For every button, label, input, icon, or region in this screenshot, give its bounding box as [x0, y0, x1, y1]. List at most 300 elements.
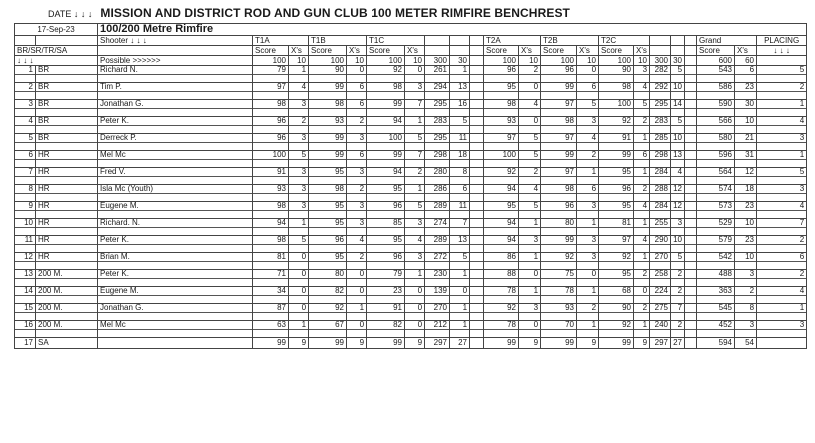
score-value: 1 — [347, 304, 367, 321]
score-value: 2 — [634, 304, 650, 321]
score-value: 4 — [519, 100, 541, 117]
table-row — [15, 117, 807, 134]
score-value: 98 — [253, 236, 289, 253]
gap-cell — [685, 253, 697, 270]
score-value: 3 — [289, 168, 309, 185]
row-number: 3 — [15, 100, 36, 117]
score-value: 275 — [650, 304, 671, 321]
score-value: 573 — [697, 202, 735, 219]
score-value: 1 — [577, 287, 599, 304]
score-value: 10 — [671, 83, 685, 100]
score-value: 98 — [367, 83, 405, 100]
date-label: DATE ↓ ↓ ↓ — [48, 9, 93, 19]
gap-cell — [685, 270, 697, 287]
score-value: 4 — [577, 134, 599, 151]
score-value: 4 — [347, 236, 367, 253]
score-value: 3 — [289, 185, 309, 202]
possible-value: 10 — [519, 56, 541, 66]
score-label: Score — [367, 46, 405, 56]
score-value: 92 — [599, 321, 634, 338]
gap-cell — [470, 321, 484, 338]
header-blank — [450, 46, 470, 56]
placing-value: 3 — [757, 185, 807, 202]
group-t2c: T2C — [599, 36, 650, 46]
score-value: 99 — [541, 236, 577, 253]
page-title: MISSION AND DISTRICT ROD AND GUN CLUB 100 METER RIMFIRE BENCHREST — [100, 6, 570, 20]
gap-cell — [685, 66, 697, 83]
event-name: 100/200 Metre Rimfire — [98, 24, 807, 36]
class-cell: 200 M. — [36, 304, 98, 321]
shooter-name: Mel Mc — [98, 151, 253, 168]
header-blank — [671, 36, 685, 46]
table-row — [15, 151, 807, 168]
score-value: 92 — [484, 168, 519, 185]
score-value: 139 — [425, 287, 450, 304]
possible-value: 10 — [289, 56, 309, 66]
score-value: 92 — [367, 66, 405, 83]
score-value: 96 — [367, 253, 405, 270]
score-value: 4 — [634, 83, 650, 100]
score-value: 8 — [450, 168, 470, 185]
score-value: 543 — [697, 66, 735, 83]
score-value: 258 — [650, 270, 671, 287]
score-value: 0 — [405, 304, 425, 321]
shooter-header: Shooter ↓ ↓ ↓ — [98, 36, 253, 46]
score-value: 1 — [405, 270, 425, 287]
score-value: 0 — [405, 287, 425, 304]
row-number: 5 — [15, 134, 36, 151]
score-value: 99 — [309, 134, 347, 151]
score-value: 6 — [577, 83, 599, 100]
score-value: 2 — [519, 168, 541, 185]
score-value: 1 — [450, 66, 470, 83]
shooter-name: Isla Mc (Youth) — [98, 185, 253, 202]
possible-value: 100 — [367, 56, 405, 66]
table-row — [15, 168, 807, 185]
class-cell: 200 M. — [36, 287, 98, 304]
gap-cell — [685, 202, 697, 219]
score-value: 94 — [484, 219, 519, 236]
score-value: 78 — [541, 287, 577, 304]
placing-value: 4 — [757, 287, 807, 304]
placing-value: 5 — [757, 168, 807, 185]
score-value: 92 — [599, 117, 634, 134]
score-value: 1 — [405, 117, 425, 134]
score-value: 580 — [697, 134, 735, 151]
class-cell: 200 M. — [36, 321, 98, 338]
score-value: 12 — [671, 202, 685, 219]
score-value: 545 — [697, 304, 735, 321]
gap-cell — [470, 270, 484, 287]
gap-cell — [685, 56, 697, 66]
xs-label: X's — [405, 46, 425, 56]
gap-cell — [470, 202, 484, 219]
gap-cell — [685, 287, 697, 304]
score-value: 3 — [735, 270, 757, 287]
shooter-name: Jonathan G. — [98, 100, 253, 117]
score-value: 2 — [634, 270, 650, 287]
score-value: 97 — [253, 83, 289, 100]
score-value: 79 — [367, 270, 405, 287]
score-value: 4 — [405, 236, 425, 253]
score-value: 94 — [253, 219, 289, 236]
score-value: 574 — [697, 185, 735, 202]
possible-row — [15, 56, 807, 66]
score-value: 224 — [650, 287, 671, 304]
score-value: 34 — [253, 287, 289, 304]
score-value: 586 — [697, 83, 735, 100]
score-value: 98 — [484, 100, 519, 117]
score-value: 283 — [650, 117, 671, 134]
score-value: 96 — [253, 134, 289, 151]
score-value: 9 — [405, 338, 425, 349]
score-value: 295 — [650, 100, 671, 117]
score-value: 99 — [599, 338, 634, 349]
score-value: 3 — [405, 253, 425, 270]
score-value: 283 — [425, 117, 450, 134]
class-cell: HR — [36, 185, 98, 202]
shooter-name: Derreck P. — [98, 134, 253, 151]
score-value: 95 — [599, 202, 634, 219]
score-value: 0 — [577, 66, 599, 83]
gap-cell — [470, 66, 484, 83]
class-cell: BR — [36, 117, 98, 134]
score-value: 1 — [577, 321, 599, 338]
table-row — [15, 83, 807, 100]
placing-value: 2 — [757, 83, 807, 100]
score-value: 6 — [735, 66, 757, 83]
gap-cell — [470, 151, 484, 168]
score-value: 1 — [519, 287, 541, 304]
score-value: 100 — [599, 100, 634, 117]
class-cell: BR — [36, 83, 98, 100]
score-value: 0 — [634, 287, 650, 304]
score-value: 6 — [634, 151, 650, 168]
possible-value: 100 — [253, 56, 289, 66]
header-blank — [650, 46, 671, 56]
score-value: 0 — [519, 117, 541, 134]
score-value: 82 — [367, 321, 405, 338]
class-cell: HR — [36, 253, 98, 270]
score-value: 2 — [347, 185, 367, 202]
score-value: 96 — [309, 236, 347, 253]
score-value: 9 — [347, 338, 367, 349]
header-blank — [36, 36, 98, 46]
score-value: 1 — [450, 321, 470, 338]
header-row-groups — [15, 36, 807, 46]
score-value: 2 — [634, 185, 650, 202]
score-value: 9 — [519, 338, 541, 349]
score-value: 2 — [347, 253, 367, 270]
header-blank — [671, 46, 685, 56]
placing-value: 3 — [757, 134, 807, 151]
score-value: 6 — [347, 100, 367, 117]
score-value: 3 — [289, 100, 309, 117]
xs-label: X's — [289, 46, 309, 56]
score-value: 290 — [650, 236, 671, 253]
score-value: 4 — [519, 185, 541, 202]
score-value: 10 — [671, 236, 685, 253]
score-value: 95 — [484, 83, 519, 100]
score-value: 0 — [577, 270, 599, 287]
score-value: 285 — [650, 134, 671, 151]
score-value: 70 — [541, 321, 577, 338]
score-value: 2 — [519, 66, 541, 83]
score-value: 97 — [541, 134, 577, 151]
score-value: 0 — [289, 253, 309, 270]
score-value: 1 — [634, 253, 650, 270]
score-value: 542 — [697, 253, 735, 270]
score-value: 7 — [671, 304, 685, 321]
score-value: 0 — [519, 83, 541, 100]
score-value: 97 — [541, 100, 577, 117]
shooter-name: Richard N. — [98, 66, 253, 83]
row-number: 11 — [15, 236, 36, 253]
score-value: 95 — [309, 202, 347, 219]
possible-value: 600 — [697, 56, 735, 66]
score-value: 91 — [253, 168, 289, 185]
score-value: 452 — [697, 321, 735, 338]
score-value: 0 — [519, 321, 541, 338]
score-value: 14 — [671, 100, 685, 117]
score-value: 27 — [450, 338, 470, 349]
group-t1a: T1A — [253, 36, 309, 46]
score-value: 90 — [599, 66, 634, 83]
score-table — [14, 23, 807, 349]
group-t1c: T1C — [367, 36, 425, 46]
gap-cell — [470, 168, 484, 185]
score-value: 1 — [519, 253, 541, 270]
score-label: Score — [541, 46, 577, 56]
header-gap — [685, 46, 697, 56]
score-value: 529 — [697, 219, 735, 236]
header-row-score — [15, 46, 807, 56]
gap-cell — [685, 83, 697, 100]
score-value: 5 — [671, 253, 685, 270]
score-value: 95 — [367, 185, 405, 202]
header-blank — [650, 36, 671, 46]
score-value: 93 — [253, 185, 289, 202]
score-value: 596 — [697, 151, 735, 168]
row-number: 10 — [15, 219, 36, 236]
score-value: 295 — [425, 100, 450, 117]
score-value: 1 — [450, 304, 470, 321]
score-value: 10 — [735, 117, 757, 134]
score-value: 3 — [634, 66, 650, 83]
table-row — [15, 219, 807, 236]
score-value: 100 — [253, 151, 289, 168]
score-value: 81 — [253, 253, 289, 270]
score-value: 5 — [289, 236, 309, 253]
score-value: 292 — [650, 83, 671, 100]
score-value: 0 — [347, 321, 367, 338]
score-value: 284 — [650, 202, 671, 219]
score-value: 5 — [405, 134, 425, 151]
score-value: 1 — [577, 168, 599, 185]
score-value: 21 — [735, 134, 757, 151]
shooter-name: Peter K. — [98, 117, 253, 134]
score-value: 2 — [577, 151, 599, 168]
score-value: 255 — [650, 219, 671, 236]
arrows-cell: ↓ ↓ ↓ — [15, 56, 98, 66]
score-value: 1 — [634, 321, 650, 338]
score-value: 0 — [405, 66, 425, 83]
gap-cell — [470, 56, 484, 66]
row-number: 8 — [15, 185, 36, 202]
score-value: 95 — [484, 202, 519, 219]
score-value: 2 — [671, 287, 685, 304]
score-value: 95 — [309, 168, 347, 185]
row-number: 14 — [15, 287, 36, 304]
score-value: 5 — [405, 202, 425, 219]
score-value: 81 — [599, 219, 634, 236]
score-value: 95 — [309, 219, 347, 236]
score-value: 1 — [634, 168, 650, 185]
score-value: 96 — [541, 66, 577, 83]
score-value: 97 — [541, 168, 577, 185]
score-value: 0 — [289, 304, 309, 321]
score-value: 13 — [450, 83, 470, 100]
shooter-name: Fred V. — [98, 168, 253, 185]
possible-value: 300 — [425, 56, 450, 66]
placing-value: 4 — [757, 117, 807, 134]
possible-value: 10 — [405, 56, 425, 66]
gap-cell — [470, 338, 484, 349]
score-value: 579 — [697, 236, 735, 253]
header-row-date — [15, 24, 807, 36]
score-value: 272 — [425, 253, 450, 270]
score-value: 96 — [253, 117, 289, 134]
score-value: 0 — [405, 321, 425, 338]
score-table-body — [15, 24, 807, 349]
score-value: 8 — [735, 304, 757, 321]
score-value: 80 — [541, 219, 577, 236]
score-value: 95 — [599, 168, 634, 185]
xs-label: X's — [735, 46, 757, 56]
score-value: 99 — [309, 83, 347, 100]
score-value: 7 — [450, 219, 470, 236]
score-value: 99 — [309, 338, 347, 349]
score-value: 1 — [289, 321, 309, 338]
score-value: 9 — [577, 338, 599, 349]
score-value: 96 — [367, 202, 405, 219]
possible-value: 300 — [650, 56, 671, 66]
table-row — [15, 100, 807, 117]
row-number: 16 — [15, 321, 36, 338]
score-value: 4 — [634, 202, 650, 219]
score-value: 3 — [289, 134, 309, 151]
score-value: 88 — [484, 270, 519, 287]
score-value: 0 — [347, 287, 367, 304]
score-value: 79 — [253, 66, 289, 83]
table-row — [15, 253, 807, 270]
score-value: 98 — [309, 100, 347, 117]
score-value: 2 — [671, 270, 685, 287]
score-value: 82 — [309, 287, 347, 304]
score-value: 566 — [697, 117, 735, 134]
row-number: 7 — [15, 168, 36, 185]
table-row — [15, 134, 807, 151]
score-value: 98 — [541, 185, 577, 202]
score-value: 12 — [735, 168, 757, 185]
class-cell: SA — [36, 338, 98, 349]
score-value: 99 — [253, 338, 289, 349]
score-value: 99 — [367, 338, 405, 349]
score-value: 13 — [450, 236, 470, 253]
score-value: 3 — [405, 83, 425, 100]
placing-value: 2 — [757, 270, 807, 287]
score-value: 5 — [450, 117, 470, 134]
gap-cell — [470, 236, 484, 253]
score-value: 99 — [541, 83, 577, 100]
class-cell: BR — [36, 66, 98, 83]
header-blank — [15, 36, 36, 46]
score-value: 11 — [450, 134, 470, 151]
score-value: 270 — [650, 253, 671, 270]
score-value: 1 — [289, 219, 309, 236]
score-value: 7 — [405, 151, 425, 168]
gap-cell — [470, 100, 484, 117]
score-value: 95 — [599, 270, 634, 287]
placing-value — [757, 338, 807, 349]
header-gap — [470, 36, 484, 46]
header-blank — [425, 46, 450, 56]
gap-cell — [470, 83, 484, 100]
score-value: 4 — [289, 83, 309, 100]
row-number: 4 — [15, 117, 36, 134]
score-value: 5 — [577, 100, 599, 117]
score-value: 99 — [367, 151, 405, 168]
score-value: 230 — [425, 270, 450, 287]
gap-cell — [685, 100, 697, 117]
score-value: 0 — [519, 270, 541, 287]
score-value: 297 — [650, 338, 671, 349]
xs-label: X's — [347, 46, 367, 56]
score-value: 3 — [347, 202, 367, 219]
row-number: 2 — [15, 83, 36, 100]
header-blank — [450, 36, 470, 46]
score-value: 54 — [735, 338, 757, 349]
score-value: 99 — [367, 100, 405, 117]
score-value: 3 — [735, 321, 757, 338]
score-value: 99 — [541, 151, 577, 168]
score-value: 6 — [347, 83, 367, 100]
score-value: 1 — [289, 66, 309, 83]
score-value: 594 — [697, 338, 735, 349]
table-row — [15, 321, 807, 338]
placing-value: 1 — [757, 151, 807, 168]
possible-value: 100 — [484, 56, 519, 66]
gap-cell — [685, 304, 697, 321]
score-value: 23 — [735, 202, 757, 219]
score-label: Score — [697, 46, 735, 56]
row-number: 6 — [15, 151, 36, 168]
score-value: 85 — [367, 219, 405, 236]
placing-value: 6 — [757, 253, 807, 270]
table-row — [15, 287, 807, 304]
gap-cell — [685, 338, 697, 349]
score-value: 298 — [425, 151, 450, 168]
score-value: 87 — [253, 304, 289, 321]
placing-value: 4 — [757, 202, 807, 219]
possible-value: 100 — [599, 56, 634, 66]
score-value: 99 — [541, 338, 577, 349]
score-value: 488 — [697, 270, 735, 287]
score-value: 23 — [735, 236, 757, 253]
table-row — [15, 270, 807, 287]
header-blank — [98, 46, 253, 56]
gap-cell — [685, 236, 697, 253]
